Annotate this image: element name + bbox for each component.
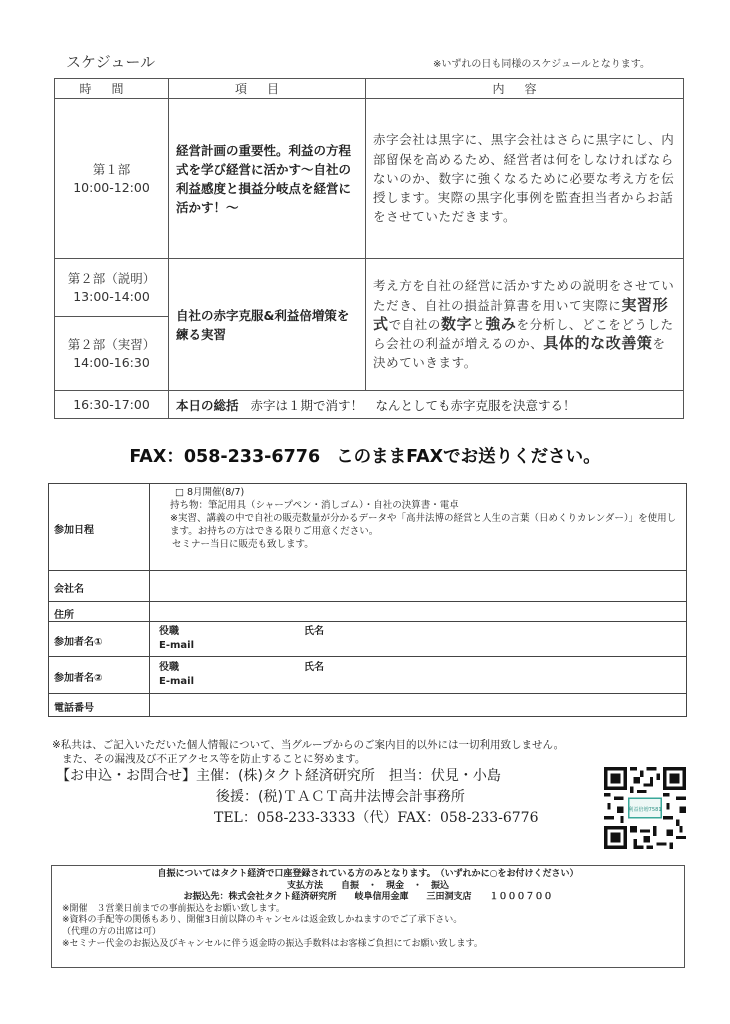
form-row-company — [49, 571, 687, 602]
schedule-row-part1 — [55, 99, 684, 259]
header-topic: 項目 — [169, 79, 366, 99]
participant1-name-label: 氏名 — [304, 626, 324, 637]
company-field[interactable] — [150, 571, 687, 602]
form-row-participant1 — [49, 622, 687, 657]
part2-content — [366, 259, 684, 391]
application-form — [48, 483, 687, 717]
company-label: 会社名 — [49, 571, 150, 602]
participant1-role-label: 役職 — [159, 626, 179, 637]
form-row-participant2 — [49, 657, 687, 694]
part2-c6: 強み — [485, 314, 517, 333]
schedule-header-row — [55, 79, 684, 99]
part2-c7: を分析し、どこをどうしたら会社の利益が増えるのか、 — [373, 316, 674, 352]
part1-range: 10:00-12:00 — [73, 179, 150, 195]
qr-label: 利益倍増7581 — [628, 806, 662, 813]
schedule-row-part2a — [55, 259, 684, 317]
qr-code[interactable] — [604, 767, 686, 849]
part1-topic: 経営計画の重要性。利益の方程式を学び経営に活かす～自社の利益感度と損益分岐点を経営に活かす！～ — [169, 99, 366, 259]
form-row-date — [49, 484, 687, 571]
practice-note: ※実習、講義の中で自社の販売数量が分かるデータや「高井法博の経営と人生の言葉（日めくりカレンダー）」を使用します。お持ちの方はできる限りご用意ください。 — [170, 513, 677, 537]
payment-box — [51, 865, 685, 968]
part3-time: 16:30-17:00 — [55, 391, 169, 419]
address-label: 住所 — [49, 602, 150, 622]
address-field[interactable] — [150, 602, 687, 622]
payment-method[interactable]: 支払方法 自振 ・ 現金 ・ 振込 — [286, 880, 449, 891]
payment-note1: ※開催 ３営業日前までの事前振込をお願い致します。 — [62, 903, 285, 914]
part1-name: 第１部 — [92, 161, 131, 177]
participant2-label: 参加者名② — [49, 657, 150, 694]
participant1-email-label: E-mail — [159, 640, 195, 651]
contact-block — [56, 766, 539, 829]
part1-time — [55, 99, 169, 259]
part2a-name: 第２部（説明） — [67, 270, 156, 286]
part2-c3: で自社の — [388, 316, 442, 332]
part2-c8: 具体的な改善策 — [543, 334, 653, 353]
contact-line1: 【お申込・お問合せ】主催：(株)タクト経済研究所 担当：伏見・小島 — [56, 768, 501, 784]
payment-line1: 自振についてはタクト経済で口座登録されている方のみとなります。 （いずれかに○をお付けください） — [157, 869, 579, 879]
schedule-row-part3 — [55, 391, 684, 419]
part2-c1: 考え方を自社の経営に活かすための説明をさせていただき、自社の損益計算書を用いて実際に — [373, 278, 675, 313]
payment-bank: お振込先：株式会社タクト経済研究所 岐阜信用金庫 三田洞支店 １０００７００ — [183, 892, 553, 903]
privacy-line1: ※私共は、ご記入いただいた個人情報について、当グループからのご案内目的以外には一切利用致しません。 — [52, 739, 565, 751]
participant2-field[interactable] — [150, 657, 687, 694]
items-text: 持ち物：筆記用具（シャープペン・消しゴム）・自社の決算書・電卓 — [170, 500, 459, 511]
date-cell — [150, 484, 687, 571]
fax-instruction: このままFAXでお送りください。 — [336, 447, 601, 467]
part2b-time — [55, 317, 169, 391]
schedule-table — [54, 78, 684, 419]
part2-c4: 数字 — [441, 314, 473, 333]
payment-note3: （代理の方の出席は可） — [62, 926, 162, 937]
part3-topic: 本日の総括 — [176, 397, 239, 413]
header-content: 内容 — [366, 79, 684, 99]
date-option-checkbox[interactable]: □ 8月開催(8/7) — [175, 487, 245, 498]
part2-c2: 実習形式 — [373, 295, 669, 333]
participant2-email-label: E-mail — [159, 676, 195, 687]
part1-content: 赤字会社は黒字に、黒字会社はさらに黒字にし、内部留保を高めるため、経営者は何をしなければならないのか、数字に強くなるために必要な考え方を伝授します。実際の黒字化事例を監査担当者からお話をさせていただきます。 — [366, 99, 684, 259]
contact-line3: TEL：058-233-3333（代）FAX：058-233-6776 — [214, 810, 539, 826]
contact-line2: 後援：(税)ＴＡＣＴ高井法博会計事務所 — [216, 789, 465, 805]
part2a-range: 13:00-14:00 — [73, 288, 150, 304]
part2-c5: と — [472, 316, 486, 332]
form-row-address — [49, 602, 687, 622]
fax-line — [0, 443, 730, 468]
part2b-name: 第２部（実習） — [67, 336, 156, 352]
payment-note2: ※資料の手配等の関係もあり、開催3日前以降のキャンセルは返金致しかねますのでご了承下さい。 — [62, 915, 463, 926]
part2-topic: 自社の赤字克服&利益倍増策を練る実習 — [169, 259, 366, 391]
participant1-field[interactable] — [150, 622, 687, 657]
header-time: 時間 — [55, 79, 169, 99]
participant2-role-label: 役職 — [159, 662, 179, 673]
participant2-name-label: 氏名 — [304, 662, 324, 673]
privacy-notice — [52, 738, 564, 766]
form-row-phone — [49, 694, 687, 717]
sale-note: セミナー当日に販売も致します。 — [172, 539, 314, 550]
part3-text: 赤字は１期で消す！ なんとしても赤字克服を決意する！ — [250, 397, 576, 413]
payment-note4: ※セミナー代金のお振込及びキャンセルに伴う返金時の振込手数料はお客様ご負担にてお願い致します。 — [62, 938, 483, 949]
privacy-line2: また、その漏洩及び不正アクセス等を防止することに努めます。 — [62, 753, 366, 765]
part2a-time — [55, 259, 169, 317]
part3-summary — [169, 391, 684, 419]
phone-field[interactable] — [150, 694, 687, 717]
schedule-title: スケジュール — [66, 53, 156, 71]
date-label: 参加日程 — [49, 484, 150, 571]
part2b-range: 14:00-16:30 — [73, 354, 150, 370]
fax-number: FAX：058-233-6776 — [129, 447, 321, 467]
phone-label: 電話番号 — [49, 694, 150, 717]
schedule-note: ※いずれの日も同様のスケジュールとなります。 — [433, 59, 650, 70]
part2-c9: を決めていきます。 — [373, 336, 666, 371]
participant1-label: 参加者名① — [49, 622, 150, 657]
